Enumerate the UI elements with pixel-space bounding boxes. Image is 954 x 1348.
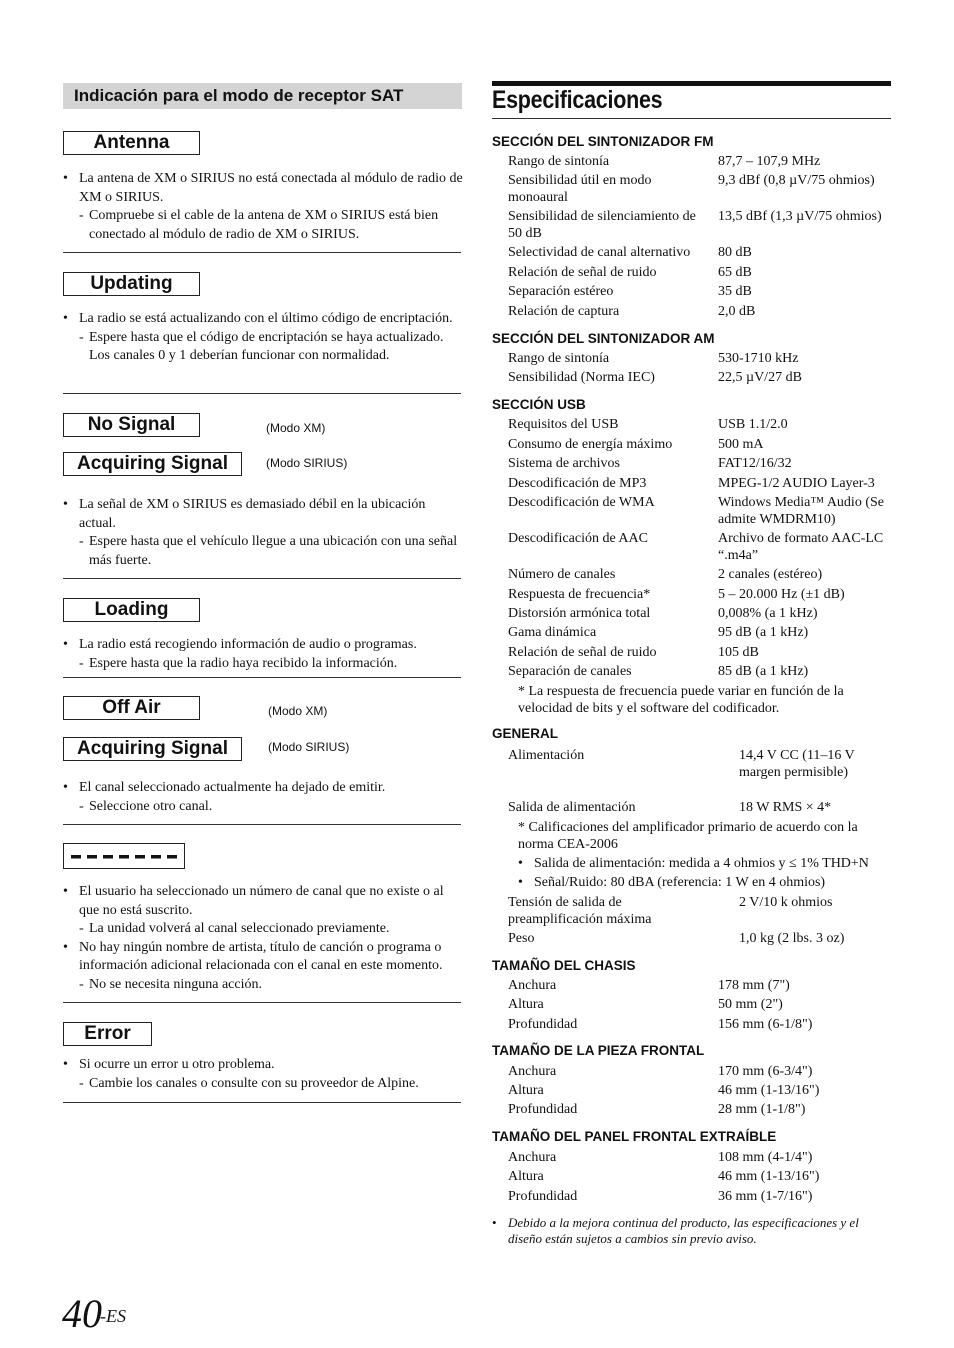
section-heading-fm: SECCIÓN DEL SINTONIZADOR FM	[492, 134, 714, 149]
title-underline	[492, 118, 891, 119]
disclaimer: • Debido a la mejora continua del producto, las especificaciones y el diseño están sujetos a cambios sin previo aviso.	[492, 1215, 859, 1246]
display-loading: Loading	[63, 598, 200, 622]
dash-item: - Espere hasta que el vehículo llegue a una ubicación con una señal más fuerte.	[63, 533, 463, 570]
page-title: Especificaciones	[492, 86, 663, 114]
mode-label: (Modo XM)	[268, 704, 328, 718]
bullet-item: • La antena de XM o SIRIUS no está conectada al módulo de radio de XM o SIRIUS.	[63, 170, 463, 207]
page-number: 40	[62, 1291, 102, 1336]
general-bullet: • Salida de alimentación: medida a 4 ohmios y ≤ 1% THD+N	[518, 856, 869, 871]
dash-item: - Seleccione otro canal.	[63, 798, 463, 817]
dash-item: - No se necesita ninguna acción.	[63, 976, 463, 995]
section-heading-front-piece: TAMAÑO DE LA PIEZA FRONTAL	[492, 1043, 705, 1058]
divider	[63, 578, 461, 579]
dash-item: - Espere hasta que el código de encriptación se haya actualizado. Los canales 0 y 1 deberían funcionar con normalidad.	[63, 329, 463, 366]
section-header-text: Indicación para el modo de receptor SAT	[74, 86, 404, 105]
section-heading-usb: SECCIÓN USB	[492, 397, 586, 412]
divider	[63, 1102, 461, 1103]
bullet-item: • La radio se está actualizando con el último código de encriptación.	[63, 310, 463, 329]
offair-description	[63, 779, 463, 816]
section-heading-general: GENERAL	[492, 726, 559, 741]
error-description	[63, 1056, 463, 1093]
divider	[63, 1002, 461, 1003]
antenna-description	[63, 170, 463, 244]
divider	[63, 393, 461, 394]
display-dashes-icon	[63, 843, 185, 869]
general-footnote: * Calificaciones del amplificador primario de acuerdo con la norma CEA-2006	[518, 820, 858, 852]
page-suffix: -ES	[100, 1306, 126, 1326]
nosignal-description	[63, 496, 463, 570]
dashes-description	[63, 883, 463, 994]
bullet-item: • La señal de XM o SIRIUS es demasiado débil en la ubicación actual.	[63, 496, 463, 533]
usb-footnote: * La respuesta de frecuencia puede variar en función de la velocidad de bits y el software del codificador.	[518, 684, 844, 716]
dash-item: - Compruebe si el cable de la antena de XM o SIRIUS está bien conectado al módulo de radio de XM o SIRIUS.	[63, 207, 463, 244]
section-header-sat	[63, 83, 462, 109]
dash-item: - La unidad volverá al canal seleccionado previamente.	[63, 920, 463, 939]
mode-label: (Modo SIRIUS)	[268, 740, 350, 754]
general-bullet: • Señal/Ruido: 80 dBA (referencia: 1 W en 4 ohmios)	[518, 875, 826, 890]
bullet-item: • El usuario ha seleccionado un número de canal que no existe o al que no está suscrito.	[63, 883, 463, 920]
display-antenna: Antenna	[63, 131, 200, 155]
display-error: Error	[63, 1022, 152, 1046]
display-no-signal: No Signal	[63, 413, 200, 437]
divider	[63, 824, 461, 825]
updating-description	[63, 310, 463, 366]
divider	[63, 677, 461, 678]
loading-description	[63, 636, 463, 673]
section-heading-detachable-panel: TAMAÑO DEL PANEL FRONTAL EXTRAÍBLE	[492, 1129, 777, 1144]
display-off-air: Off Air	[63, 696, 200, 720]
bullet-item: • No hay ningún nombre de artista, título de canción o programa o información adicional relacionada con el canal en este momento.	[63, 939, 463, 976]
divider	[63, 252, 461, 253]
display-acquiring-signal: Acquiring Signal	[63, 452, 242, 476]
mode-label: (Modo SIRIUS)	[266, 456, 348, 470]
display-acquiring-signal: Acquiring Signal	[63, 737, 242, 761]
bullet-item: • El canal seleccionado actualmente ha dejado de emitir.	[63, 779, 463, 798]
section-heading-am: SECCIÓN DEL SINTONIZADOR AM	[492, 331, 715, 346]
bullet-item: • La radio está recogiendo información de audio o programas.	[63, 636, 463, 655]
dash-item: - Espere hasta que la radio haya recibido la información.	[63, 655, 463, 674]
dash-item: - Cambie los canales o consulte con su proveedor de Alpine.	[63, 1075, 463, 1094]
display-updating: Updating	[63, 272, 200, 296]
bullet-item: • Si ocurre un error u otro problema.	[63, 1056, 463, 1075]
mode-label: (Modo XM)	[266, 421, 326, 435]
section-heading-chassis: TAMAÑO DEL CHASIS	[492, 958, 636, 973]
